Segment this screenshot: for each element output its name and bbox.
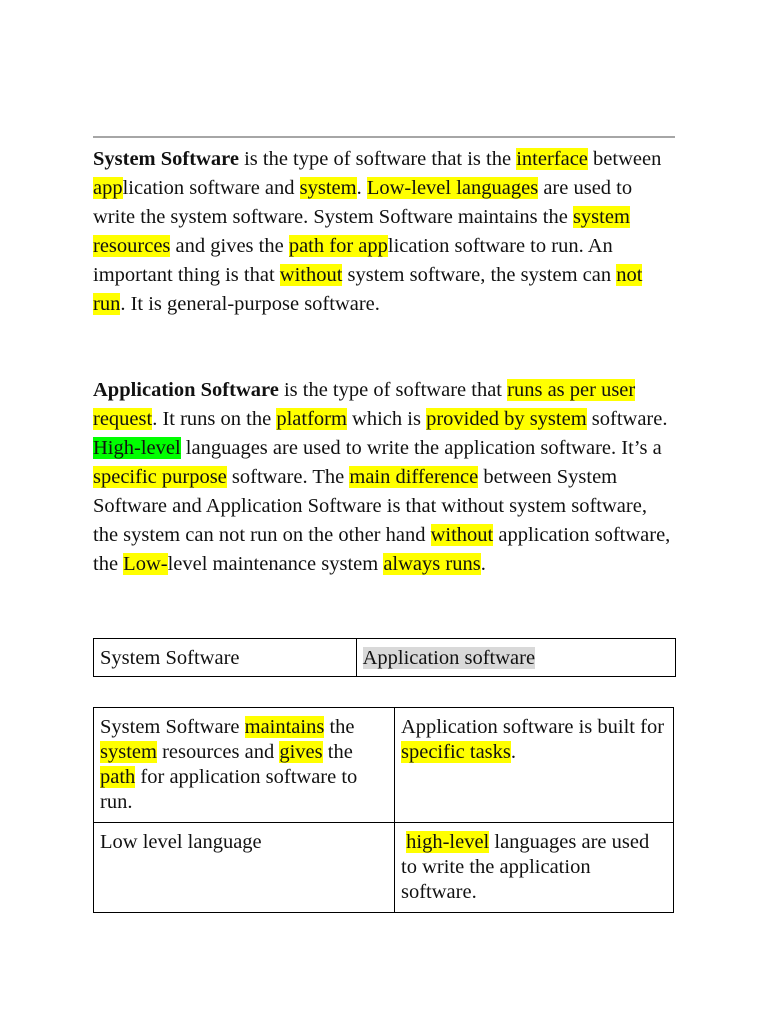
highlight: gives	[279, 741, 323, 763]
text-span: system software, the system can	[342, 264, 617, 286]
text-span: resources and	[156, 741, 280, 763]
highlight: system resources	[93, 206, 630, 257]
highlight: specific tasks	[401, 741, 511, 763]
application-software-paragraph	[93, 376, 675, 579]
highlight: without	[430, 524, 494, 546]
text-span: Application software is built for	[401, 716, 665, 738]
highlight: path for app	[288, 235, 388, 257]
text-span: .	[510, 741, 516, 763]
text-span: is the type of software that is the	[238, 148, 517, 170]
highlight: high-level	[406, 831, 490, 853]
highlight: interface	[516, 148, 588, 170]
highlight: not run	[93, 264, 643, 315]
text-span: lication software to run. An important thing is that	[93, 235, 613, 286]
table-cell: Low level language	[94, 823, 395, 913]
highlight: without	[279, 264, 343, 286]
text-span: software. The	[226, 466, 350, 488]
text-span: between System Software and Application Software is that without system software, the system can not run on the other hand	[93, 466, 647, 546]
highlight: system	[100, 741, 157, 763]
header-cell-system-software: System Software	[94, 639, 357, 677]
highlight: Low-	[123, 553, 168, 575]
highlight: provided by system	[426, 408, 587, 430]
highlight: maintains	[244, 716, 325, 738]
text-span: application software, the	[93, 524, 671, 575]
table-cell	[395, 708, 674, 823]
text-span: . It is general-purpose software.	[120, 293, 380, 315]
highlight: specific purpose	[93, 466, 227, 488]
comparison-table	[93, 707, 674, 913]
text-span: which is	[346, 408, 427, 430]
text-span: lication software and	[122, 177, 300, 199]
text-span: .	[356, 177, 367, 199]
comparison-header-table	[93, 638, 676, 677]
text-span: level maintenance system	[167, 553, 384, 575]
highlight-green: High-level	[93, 437, 181, 459]
highlight: app	[93, 177, 123, 199]
text-span: System Software	[100, 716, 245, 738]
highlight: main difference	[349, 466, 479, 488]
text-span: .	[480, 553, 486, 575]
table-cell	[94, 708, 395, 823]
text-span: . It runs on the	[152, 408, 277, 430]
text-span: between	[587, 148, 662, 170]
table-row	[94, 823, 674, 913]
term-application-software: Application Software	[93, 379, 279, 401]
text-span: is the type of software that	[278, 379, 508, 401]
horizontal-rule	[93, 136, 675, 138]
system-software-paragraph	[93, 145, 675, 319]
text-span: and gives the	[170, 235, 289, 257]
header-cell-application-software	[356, 639, 675, 677]
text-span: languages are used to write the application software.	[401, 831, 650, 903]
highlight: runs as per user request	[93, 379, 636, 430]
table-row	[94, 708, 674, 823]
table-row	[94, 639, 676, 677]
highlight: system	[299, 177, 357, 199]
highlight: path	[100, 766, 136, 788]
term-system-software: System Software	[93, 148, 239, 170]
table-cell	[395, 823, 674, 913]
highlight-gray: Application software	[362, 647, 536, 669]
text-span: for application software to run.	[100, 766, 358, 813]
text-span: are used to write the system software. System Software maintains the	[93, 177, 633, 228]
text-span: the	[324, 716, 355, 738]
highlight: Low-level languages	[366, 177, 539, 199]
highlight: platform	[276, 408, 347, 430]
text-span: software.	[586, 408, 668, 430]
text-span: languages are used to write the application software. It’s a	[180, 437, 662, 459]
text-span: the	[322, 741, 353, 763]
highlight: always runs	[383, 553, 481, 575]
